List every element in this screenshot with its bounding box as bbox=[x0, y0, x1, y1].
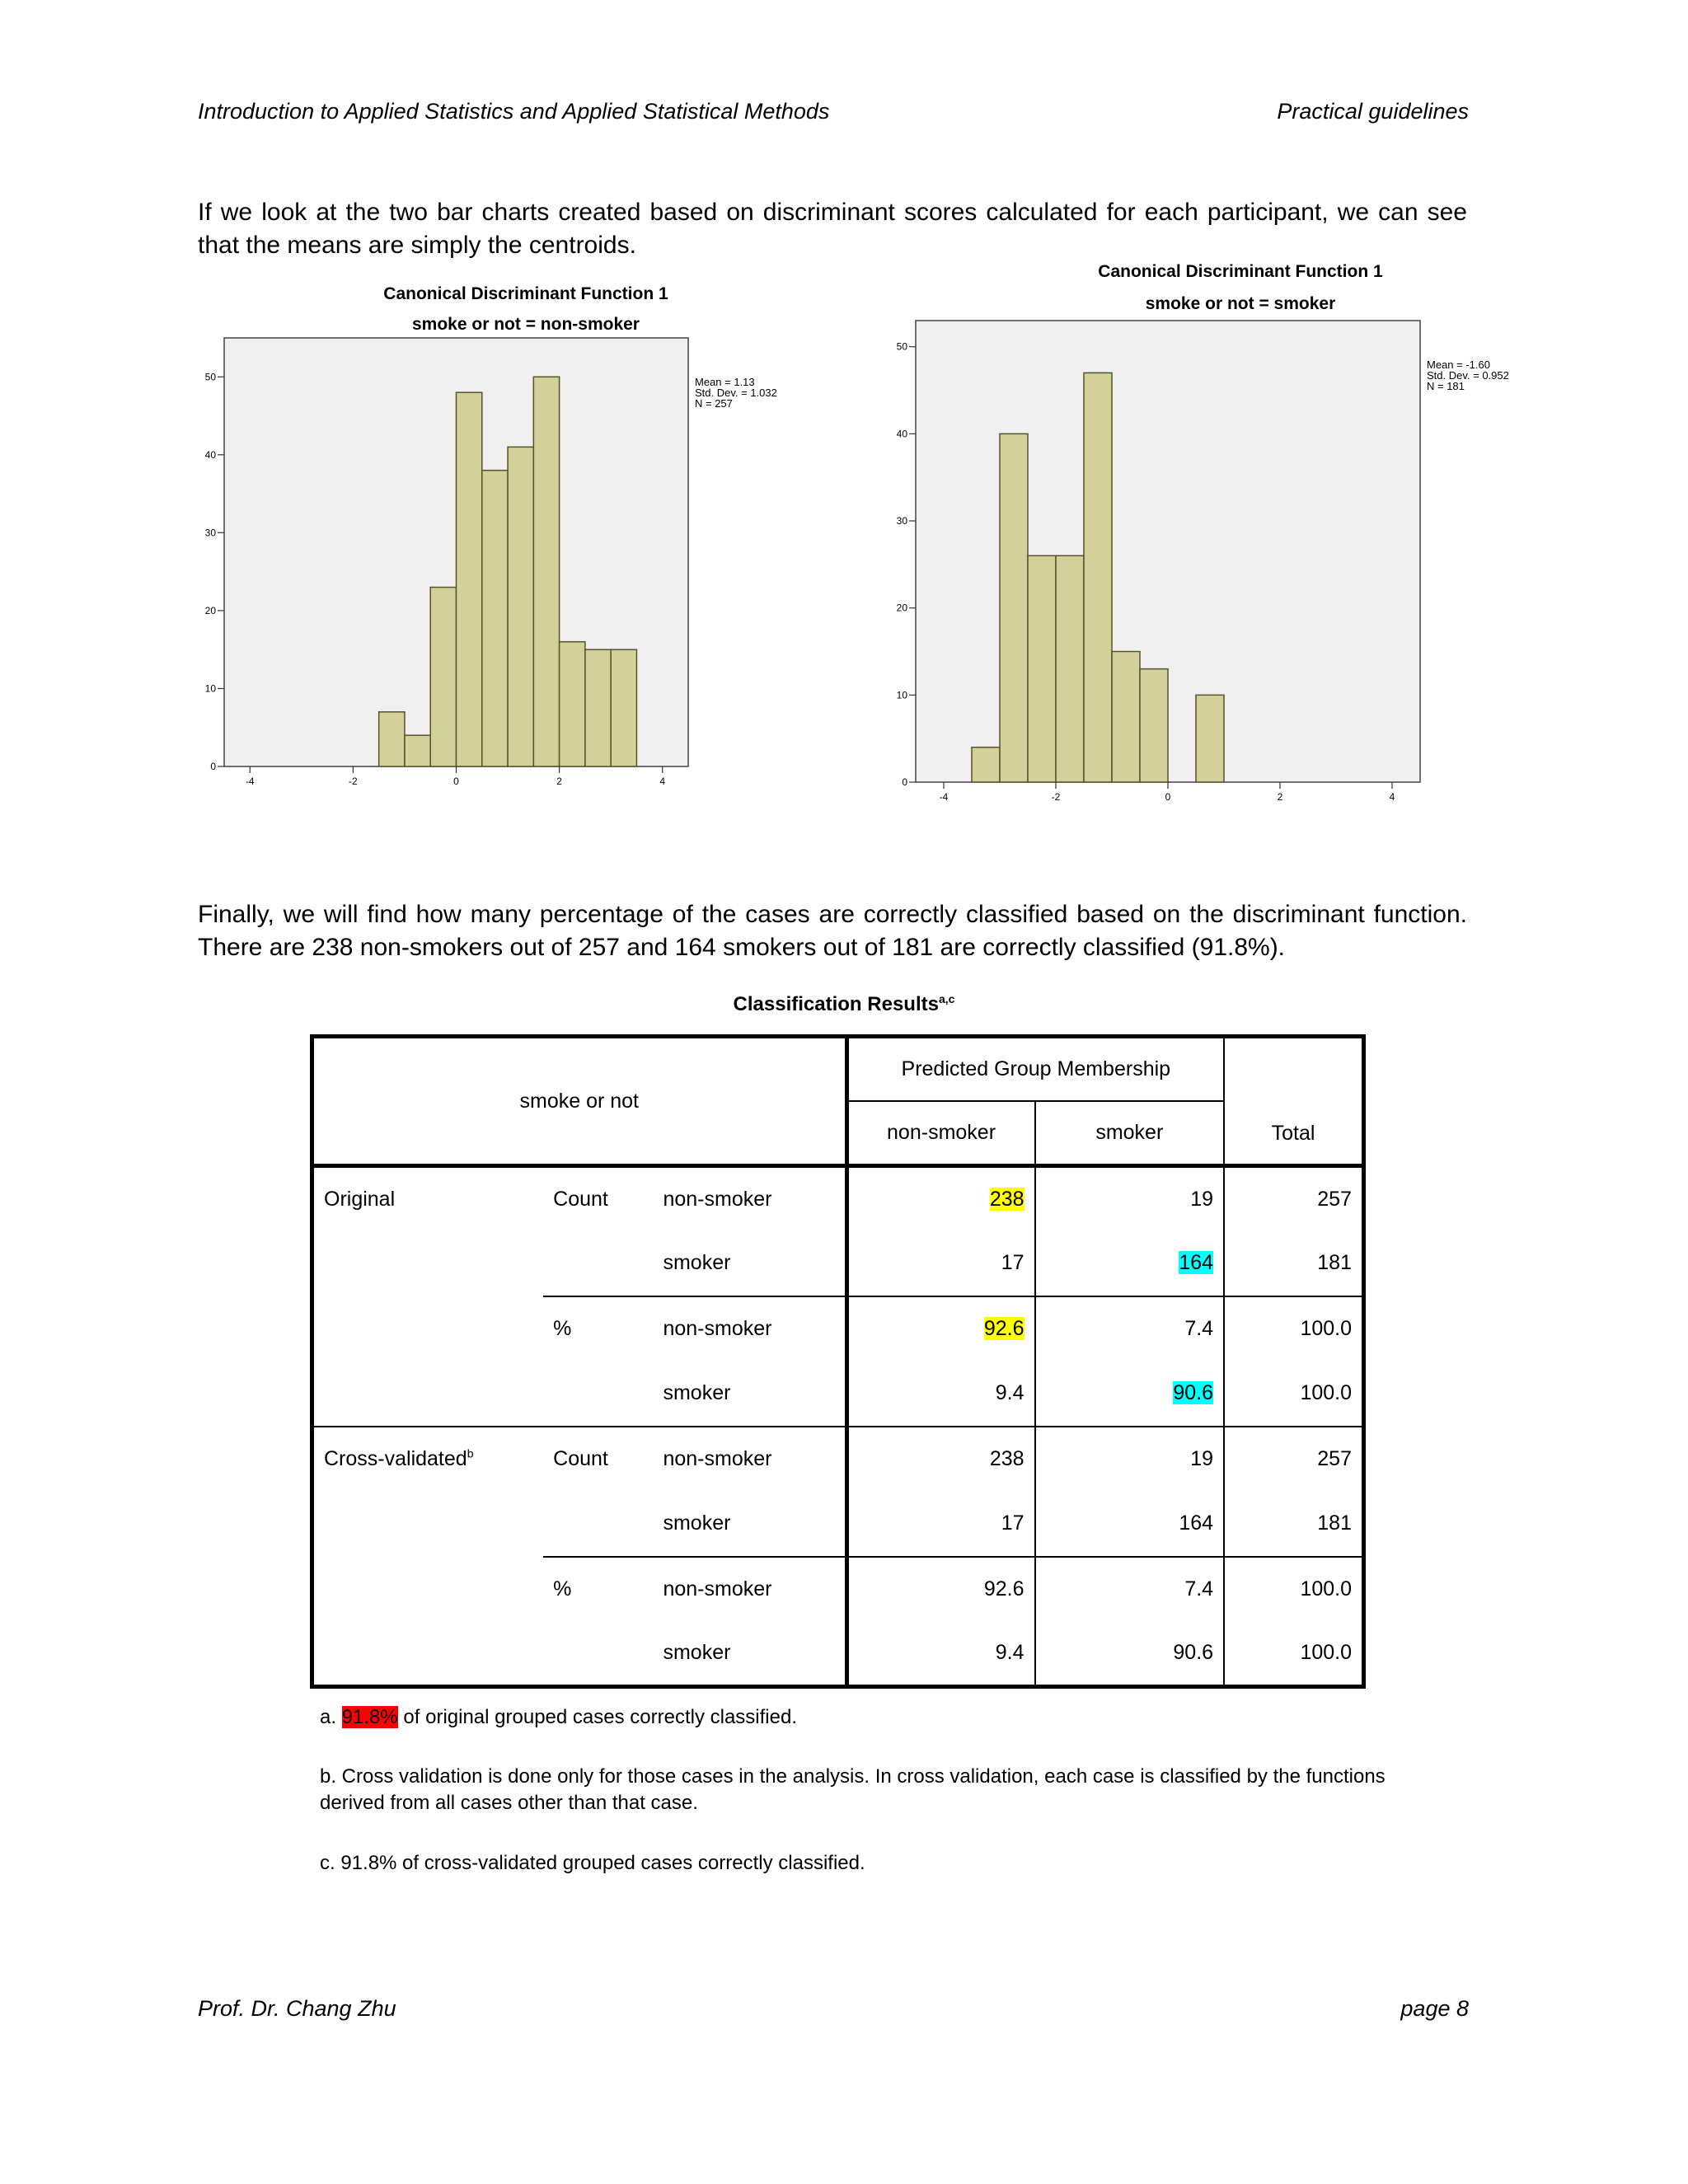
stats-label: Mean = 1.13 bbox=[695, 376, 755, 388]
chart-title: Canonical Discriminant Function 1 bbox=[1098, 262, 1383, 281]
table-cell: 17 bbox=[846, 1231, 1035, 1296]
histogram-bar bbox=[379, 712, 405, 766]
empty-cell bbox=[312, 1492, 544, 1557]
x-tick-label: -2 bbox=[349, 776, 358, 787]
histogram-bar bbox=[611, 649, 636, 766]
stats-label: Std. Dev. = 1.032 bbox=[695, 387, 777, 399]
table-cell: 100.0 bbox=[1224, 1557, 1363, 1622]
chart-subtitle: smoke or not = non-smoker bbox=[412, 315, 640, 334]
histogram-bar bbox=[1028, 555, 1056, 782]
table-cell: 19 bbox=[1035, 1427, 1225, 1492]
table-cell: 17 bbox=[846, 1492, 1035, 1557]
histogram-bar bbox=[972, 748, 1000, 782]
histogram-bar bbox=[1084, 373, 1112, 782]
classification-paragraph: Finally, we will find how many percentage of the cases are correctly classified based on the discriminant function. There are 238 non-smokers out of 257 and 164 smokers out of 181 are correctly classified (91.8%). bbox=[198, 901, 1467, 961]
running-header-title: Introduction to Applied Statistics and Applied Statistical Methods bbox=[198, 99, 830, 124]
y-tick-label: 50 bbox=[896, 340, 907, 353]
crossval-label: Cross-validated$^b$ bbox=[312, 1427, 544, 1492]
row-label: smoker bbox=[653, 1622, 846, 1687]
table-row bbox=[312, 1427, 1364, 1492]
empty-cell bbox=[543, 1361, 653, 1427]
empty-cell bbox=[312, 1361, 544, 1427]
x-tick-label: 0 bbox=[1165, 791, 1171, 803]
x-tick-label: -2 bbox=[1051, 791, 1061, 803]
chart-title: Canonical Discriminant Function 1 bbox=[383, 284, 668, 303]
table-cell: 238 bbox=[846, 1427, 1035, 1492]
histogram-bar bbox=[1140, 669, 1168, 782]
row-label: smoker bbox=[653, 1361, 846, 1427]
intro-paragraph: If we look at the two bar charts created based on discriminant scores calculated for each participant, we can see that the means are simply the centroids. bbox=[198, 199, 1467, 259]
table-cell: 7.4 bbox=[1035, 1557, 1225, 1622]
y-tick-label: 10 bbox=[204, 682, 216, 695]
empty-cell bbox=[312, 1231, 544, 1296]
y-tick-label: 20 bbox=[896, 602, 907, 614]
stats-label: N = 181 bbox=[1427, 380, 1465, 392]
footnote-b: b. Cross validation is done only for those cases in the analysis. In cross validation, each case is classified by the functions derived from all cases other than that case. bbox=[320, 1765, 1386, 1814]
histogram-bar bbox=[1056, 555, 1084, 782]
empty-cell bbox=[312, 1622, 544, 1687]
empty-cell bbox=[543, 1231, 653, 1296]
count-label: Count bbox=[543, 1427, 653, 1492]
total-header: Total bbox=[1271, 1122, 1315, 1145]
y-tick-label: 50 bbox=[204, 371, 216, 383]
highlighted-value: 164 bbox=[1179, 1251, 1214, 1274]
table-cell: 100.0 bbox=[1224, 1296, 1363, 1361]
table-row bbox=[312, 1231, 1364, 1296]
table-cell bbox=[1035, 1361, 1225, 1427]
table-cell: 100.0 bbox=[1224, 1361, 1363, 1427]
x-tick-label: 2 bbox=[556, 776, 562, 787]
table-cell bbox=[846, 1166, 1035, 1231]
table-cell: 9.4 bbox=[846, 1361, 1035, 1427]
histogram-bar bbox=[430, 588, 456, 766]
highlighted-value: 91.8% bbox=[341, 1706, 398, 1728]
row-label: smoker bbox=[653, 1492, 846, 1557]
pct-label: % bbox=[543, 1296, 653, 1361]
y-tick-label: 40 bbox=[896, 428, 907, 440]
histogram-bar bbox=[482, 471, 508, 766]
y-tick-label: 30 bbox=[896, 515, 907, 527]
histogram-smoker bbox=[886, 257, 1554, 809]
y-tick-label: 10 bbox=[896, 689, 907, 701]
table-cell: 92.6 bbox=[846, 1557, 1035, 1622]
corner-label: smoke or not bbox=[312, 1037, 847, 1166]
table-cell bbox=[1035, 1231, 1225, 1296]
running-header-section: Practical guidelines bbox=[1277, 99, 1469, 124]
page-number: page 8 bbox=[1400, 1996, 1469, 2021]
table-cell: 100.0 bbox=[1224, 1622, 1363, 1687]
histogram-bar bbox=[1196, 695, 1224, 782]
x-tick-label: 2 bbox=[1277, 791, 1283, 803]
empty-cell bbox=[312, 1296, 544, 1361]
x-tick-label: 0 bbox=[453, 776, 459, 787]
pct-label: % bbox=[543, 1557, 653, 1622]
row-label: non-smoker bbox=[653, 1557, 846, 1622]
stats-label: Std. Dev. = 0.952 bbox=[1427, 369, 1509, 382]
highlighted-value: 238 bbox=[989, 1187, 1025, 1211]
empty-cell bbox=[543, 1622, 653, 1687]
table-cell: 257 bbox=[1224, 1166, 1363, 1231]
highlighted-value: 92.6 bbox=[983, 1317, 1025, 1340]
row-label: non-smoker bbox=[653, 1166, 846, 1231]
total-header-cell bbox=[1224, 1037, 1363, 1166]
x-tick-label: 4 bbox=[1389, 791, 1395, 803]
y-tick-label: 0 bbox=[902, 776, 907, 788]
y-tick-label: 30 bbox=[204, 527, 216, 539]
table-cell: 19 bbox=[1035, 1166, 1225, 1231]
classification-results-table bbox=[310, 1034, 1366, 1689]
empty-cell bbox=[312, 1557, 544, 1622]
table-row bbox=[312, 1296, 1364, 1361]
histogram-bar bbox=[585, 649, 611, 766]
y-tick-label: 40 bbox=[204, 448, 216, 461]
table-cell bbox=[846, 1296, 1035, 1361]
y-tick-label: 0 bbox=[210, 761, 216, 772]
table-cell: 257 bbox=[1224, 1427, 1363, 1492]
original-label: Original bbox=[312, 1166, 544, 1231]
table-cell: 7.4 bbox=[1035, 1296, 1225, 1361]
chart-subtitle: smoke or not = smoker bbox=[1145, 294, 1336, 313]
histogram-non-smoker bbox=[198, 280, 824, 808]
histogram-bar bbox=[457, 392, 482, 766]
x-tick-label: 4 bbox=[659, 776, 666, 787]
table-cell: 181 bbox=[1224, 1231, 1363, 1296]
histogram-bar bbox=[508, 447, 533, 766]
running-footer-author: Prof. Dr. Chang Zhu bbox=[198, 1996, 396, 2021]
footnote-a: a. 91.8% of original grouped cases correctly classified. bbox=[320, 1706, 797, 1728]
y-tick-label: 20 bbox=[204, 604, 216, 616]
table-cell: 9.4 bbox=[846, 1622, 1035, 1687]
table-title: Classification Results$^{a,c}$ bbox=[733, 992, 955, 1015]
table-cell: 164 bbox=[1035, 1492, 1225, 1557]
stats-label: N = 257 bbox=[695, 397, 733, 410]
predicted-group-header: Predicted Group Membership bbox=[846, 1037, 1224, 1101]
x-tick-label: -4 bbox=[245, 776, 255, 787]
table-cell: 90.6 bbox=[1035, 1622, 1225, 1687]
table-row bbox=[312, 1361, 1364, 1427]
histogram-bar bbox=[1000, 434, 1028, 782]
histogram-bar bbox=[405, 735, 430, 766]
table-cell: 181 bbox=[1224, 1492, 1363, 1557]
row-label: non-smoker bbox=[653, 1427, 846, 1492]
col-header-smoker: smoker bbox=[1035, 1101, 1225, 1166]
histogram-bar bbox=[560, 642, 585, 766]
footnote-c: c. 91.8% of cross-validated grouped cases correctly classified. bbox=[320, 1852, 865, 1874]
histogram-bar bbox=[1112, 652, 1140, 782]
empty-cell bbox=[543, 1492, 653, 1557]
table-row bbox=[312, 1166, 1364, 1231]
histogram-bar bbox=[533, 377, 559, 766]
x-tick-label: -4 bbox=[939, 791, 949, 803]
table-row bbox=[312, 1622, 1364, 1687]
row-label: non-smoker bbox=[653, 1296, 846, 1361]
count-label: Count bbox=[553, 1187, 608, 1211]
col-header-non-smoker: non-smoker bbox=[846, 1101, 1035, 1166]
table-row bbox=[312, 1557, 1364, 1622]
table-row bbox=[312, 1492, 1364, 1557]
highlighted-value: 90.6 bbox=[1173, 1381, 1214, 1404]
row-label: smoker bbox=[653, 1231, 846, 1296]
stats-label: Mean = -1.60 bbox=[1427, 359, 1490, 371]
